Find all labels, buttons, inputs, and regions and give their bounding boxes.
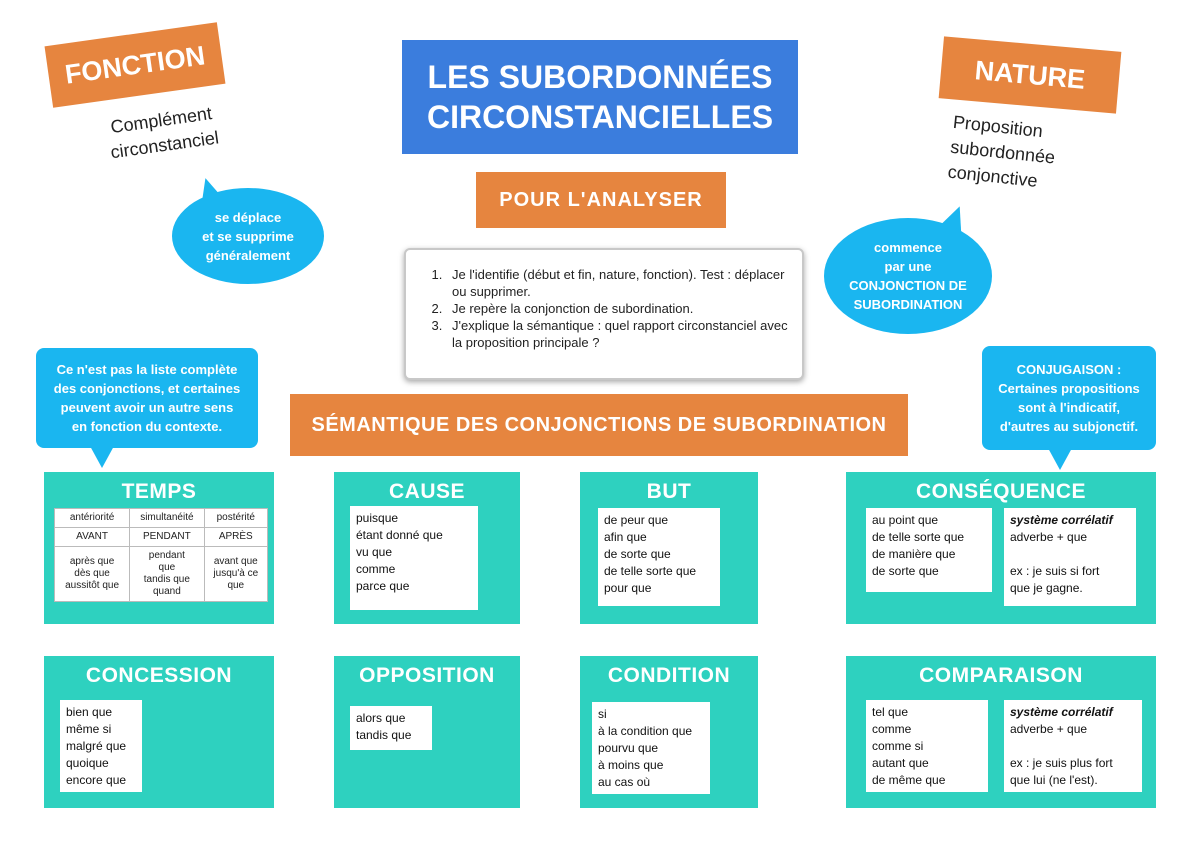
cell-line: tandis que: [143, 574, 190, 585]
cell-line: que: [227, 580, 245, 591]
note-line: en fonction du contexte.: [71, 419, 223, 434]
note-left: [36, 348, 258, 448]
cell-line: pendant: [148, 550, 185, 561]
list-item: comme si: [872, 739, 924, 753]
list-item: vu que: [356, 545, 393, 559]
card-title: CONCESSION: [85, 664, 233, 687]
card-comparaison: [846, 656, 1156, 808]
correlatif-line: ex : je suis si fort: [1010, 564, 1100, 578]
semantique-label: SÉMANTIQUE DES CONJONCTIONS DE SUBORDINATION: [290, 394, 908, 456]
list-item: même si: [66, 722, 112, 736]
table-cell: [204, 547, 267, 602]
card-title: CAUSE: [388, 480, 465, 503]
note-right: [982, 346, 1156, 450]
list-item: tel que: [872, 705, 909, 719]
page-title: [402, 40, 798, 154]
fonction-desc-line: circonstanciel: [109, 127, 221, 163]
list-box: [350, 506, 478, 610]
note-line: CONJUGAISON :: [1016, 362, 1122, 377]
note-line: peuvent avoir un autre sens: [60, 400, 234, 415]
bubble-line: et se supprime: [202, 228, 294, 244]
list-item: étant donné que: [356, 528, 443, 542]
list-box: [598, 508, 720, 606]
nature-label: NATURE: [939, 36, 1122, 113]
correlatif-box: [1004, 700, 1142, 792]
temps-table: [54, 508, 268, 602]
card-consequence: [846, 472, 1156, 624]
list-item: pourvu que: [598, 741, 659, 755]
correlatif-title: système corrélatif: [1010, 513, 1113, 527]
list-item: quoique: [66, 756, 109, 770]
card-title: BUT: [646, 480, 692, 503]
list-item: au point que: [872, 513, 939, 527]
nature-bubble: [824, 218, 992, 334]
note-tail: [1048, 448, 1072, 470]
list-item: de sorte que: [604, 547, 671, 561]
card-title: OPPOSITION: [359, 664, 495, 687]
card-temps: [44, 472, 274, 624]
list-item: encore que: [66, 773, 127, 787]
card-but: [580, 472, 758, 624]
correlatif-line: [1010, 546, 1130, 563]
nature-description: [947, 110, 1114, 201]
list-item: de telle sorte que: [872, 530, 965, 544]
note-line: Certaines propositions: [998, 381, 1140, 396]
note-line: Ce n'est pas la liste complète: [56, 362, 238, 377]
card-title: COMPARAISON: [919, 664, 1083, 687]
card-cause: [334, 472, 520, 624]
card-concession: [44, 656, 274, 808]
card-title: CONSÉQUENCE: [915, 480, 1087, 503]
correlatif-line: que je gagne.: [1010, 581, 1083, 595]
list-item: de manière que: [872, 547, 956, 561]
card-title: CONDITION: [607, 664, 731, 687]
list-item: de peur que: [604, 513, 669, 527]
correlatif-line: que lui (ne l'est).: [1010, 773, 1098, 787]
fonction-desc-line: Complément: [109, 103, 214, 138]
list-item: afin que: [604, 530, 647, 544]
bubble-line: commence: [874, 240, 942, 255]
correlatif-box: [1004, 508, 1136, 606]
list-box: [866, 508, 992, 592]
cell-line: aussitôt que: [65, 580, 120, 591]
analyse-steps-list: [406, 250, 802, 351]
list-item: comme: [872, 722, 912, 736]
list-item: à la condition que: [598, 724, 693, 738]
list-item: de telle sorte que: [604, 564, 697, 578]
fonction-description: [85, 98, 240, 168]
note-line: sont à l'indicatif,: [1017, 400, 1121, 415]
analyse-step: 2. Je repère la conjonction de subordination.: [446, 300, 790, 317]
list-item: puisque: [356, 511, 399, 525]
correlatif-title: système corrélatif: [1010, 705, 1113, 719]
analyse-step: 3. J'explique la sémantique : quel rapport circonstanciel avec la proposition principale ?: [446, 317, 790, 351]
analyse-label: POUR L'ANALYSER: [476, 172, 726, 228]
list-box: [60, 700, 142, 792]
list-item: de sorte que: [872, 564, 939, 578]
list-item: tandis que: [356, 728, 412, 742]
correlatif-line: adverbe + que: [1010, 722, 1088, 736]
nature-desc-line: conjonctive: [946, 161, 1039, 191]
correlatif-line: [1010, 738, 1136, 755]
card-opposition: [334, 656, 520, 808]
list-item: comme: [356, 562, 396, 576]
card-condition: [580, 656, 758, 808]
table-subheader: PENDANT: [130, 528, 204, 547]
table-cell: [130, 547, 204, 602]
title-line-1: LES SUBORDONNÉES: [427, 59, 773, 95]
table-header: simultanéité: [130, 509, 204, 528]
analyse-steps-box: [404, 248, 804, 380]
list-item: alors que: [356, 711, 406, 725]
analyse-step: 1. Je l'identifie (début et fin, nature, fonction). Test : déplacer ou supprimer.: [446, 266, 790, 300]
list-item: à moins que: [598, 758, 664, 772]
cell-line: avant que: [213, 556, 258, 567]
list-item: autant que: [872, 756, 929, 770]
list-item: malgré que: [66, 739, 127, 753]
table-header: postérité: [204, 509, 267, 528]
list-item: pour que: [604, 581, 652, 595]
table-subheader: AVANT: [55, 528, 130, 547]
list-box: [350, 706, 432, 750]
bubble-line: CONJONCTION DE: [849, 278, 967, 293]
correlatif-line: adverbe + que: [1010, 530, 1088, 544]
table-header: antériorité: [55, 509, 130, 528]
bubble-line: généralement: [205, 247, 291, 263]
title-line-2: CIRCONSTANCIELLES: [426, 99, 774, 135]
list-item: bien que: [66, 705, 113, 719]
fonction-label: FONCTION: [45, 22, 226, 108]
cell-line: que: [158, 562, 176, 573]
cell-line: après que: [69, 556, 115, 567]
cell-line: dès que: [74, 568, 110, 579]
note-line: d'autres au subjonctif.: [999, 419, 1139, 434]
note-tail: [90, 446, 114, 468]
note-line: des conjonctions, et certaines: [53, 381, 241, 396]
list-item: de même que: [872, 773, 946, 787]
bubble-line: par une: [884, 259, 932, 274]
nature-desc-line: Proposition: [952, 111, 1044, 142]
table-cell: [55, 547, 130, 602]
list-box: [866, 700, 988, 792]
card-title: TEMPS: [121, 480, 197, 503]
cell-line: jusqu'à ce: [213, 568, 259, 579]
list-box: [592, 702, 710, 794]
correlatif-line: ex : je suis plus fort: [1010, 756, 1113, 770]
table-subheader: APRÈS: [204, 528, 267, 547]
nature-desc-line: subordonnée: [949, 136, 1057, 168]
list-item: si: [598, 707, 607, 721]
bubble-line: se déplace: [214, 209, 282, 225]
bubble-line: SUBORDINATION: [853, 297, 963, 312]
list-item: au cas où: [598, 775, 651, 789]
cell-line: quand: [152, 586, 181, 597]
list-item: parce que: [356, 579, 410, 593]
fonction-bubble: [172, 188, 324, 284]
